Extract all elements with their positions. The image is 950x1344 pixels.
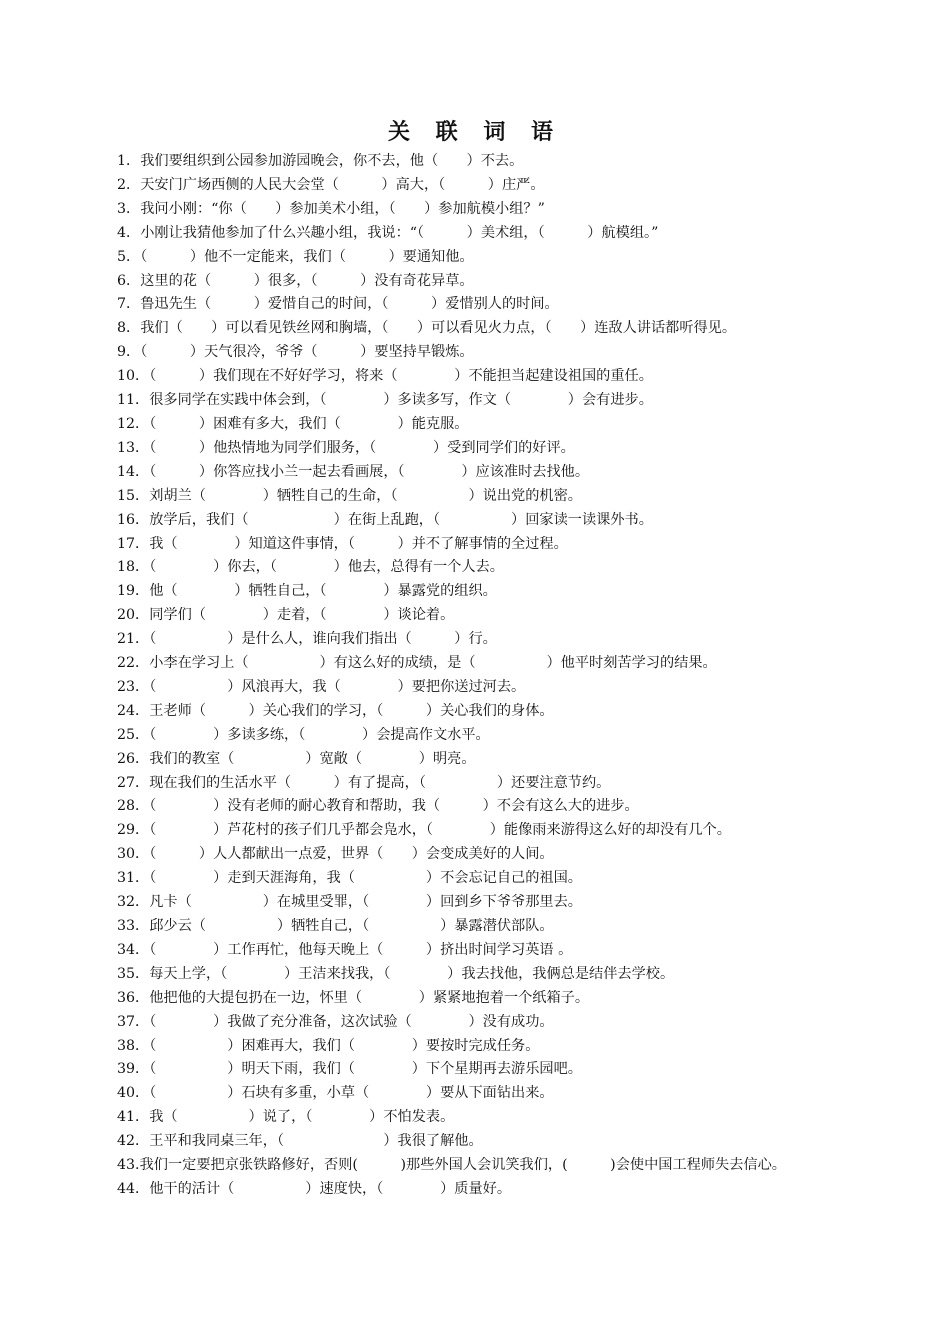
question-item: 37．（ ）我做了充分准备，这次试验（ ）没有成功。 [117,1013,554,1030]
question-item: 10．（ ）我们现在不好好学习，将来（ ）不能担当起建设祖国的重任。 [117,368,653,385]
question-item: 4．小刚让我猜他参加了什么兴趣小组，我说：“（ ）美术组，（ ）航模组。” [117,224,659,241]
question-item: 3．我问小刚：“你（ ）参加美术小组，（ ）参加航模小组？” [117,200,545,217]
question-item: 40．（ ）石块有多重，小草（ ）要从下面钻出来。 [117,1085,554,1102]
question-list [117,150,837,1202]
question-item: 9．（ ）天气很冷，爷爷（ ）要坚持早锻炼。 [117,344,474,361]
question-item: 6．这里的花（ ）很多，（ ）没有奇花异草。 [117,272,474,289]
question-item: 17．我（ ）知道这件事情，（ ）并不了解事情的全过程。 [117,535,568,552]
question-item: 41．我（ ）说了，（ ）不怕发表。 [117,1109,455,1126]
question-item: 33．邱少云（ ）牺牲自己，（ ）暴露潜伏部队。 [117,918,554,934]
question-item: 22．小李在学习上（ ）有这么好的成绩，是（ ）他平时刻苦学习的结果。 [117,655,717,672]
question-item: 43.我们一定要把京张铁路修好，否则( )那些外国人会讥笑我们，( )会使中国工程师失去信心。 [117,1157,786,1174]
question-item: 24．王老师（ ）关心我们的学习，（ ）关心我们的身体。 [117,702,554,719]
question-item: 16．放学后，我们（ ）在街上乱跑，（ ）回家读一读课外书。 [117,511,653,528]
question-item: 44．他干的活计（ ）速度快，（ ）质量好。 [117,1180,512,1197]
question-item: 29．（ ）芦花村的孩子们几乎都会凫水，（ ）能像雨来游得这么好的却没有几个。 [117,822,731,839]
question-item: 8．我们（ ）可以看见铁丝网和胸墙，（ ）可以看见火力点，（ ）连敌人讲话都听得见。 [117,320,737,337]
question-item: 18．（ ）你去，（ ）他去，总得有一个人去。 [117,559,504,576]
page-title: 关 联 词 语 [388,120,562,145]
question-item: 38．（ ）困难再大，我们（ ）要按时完成任务。 [117,1037,540,1054]
question-item: 34．（ ）工作再忙，他每天晚上（ ）挤出时间学习英语 。 [117,941,573,958]
question-item: 11．很多同学在实践中体会到，（ ）多读多写，作文（ ）会有进步。 [117,392,653,409]
question-item: 12．（ ）困难有多大，我们（ ）能克服。 [117,415,469,432]
question-item: 35．每天上学，（ ）王洁来找我，（ ）我去找他，我俩总是结伴去学校。 [117,965,675,982]
question-item: 20．同学们（ ）走着，（ ）谈论着。 [117,607,455,624]
question-item: 28．（ ）没有老师的耐心教育和帮助，我（ ）不会有这么大的进步。 [117,798,639,815]
question-item: 32．凡卡（ ）在城里受罪，（ ）回到乡下爷爷那里去。 [117,894,582,911]
question-item: 1．我们要组织到公园参加游园晚会，你不去，他（ ）不去。 [117,153,524,169]
question-item: 31．（ ）走到天涯海角，我（ ）不会忘记自己的祖国。 [117,870,582,887]
question-item: 13．（ ）他热情地为同学们服务，（ ）受到同学们的好评。 [117,439,575,456]
question-item: 27．现在我们的生活水平（ ）有了提高，（ ）还要注意节约。 [117,774,611,791]
question-item: 36．他把他的大提包扔在一边，怀里（ ）紧紧地抱着一个纸箱子。 [117,989,590,1006]
question-item: 19．他（ ）牺牲自己，（ ）暴露党的组织。 [117,583,497,600]
question-item: 26．我们的教室（ ）宽敞（ ）明亮。 [117,750,476,767]
question-item: 39．（ ）明天下雨，我们（ ）下个星期再去游乐园吧。 [117,1061,582,1078]
question-item: 5．（ ）他不一定能来，我们（ ）要通知他。 [117,248,474,265]
question-item: 2．天安门广场西侧的人民大会堂（ ）高大，（ ）庄严。 [117,176,545,193]
question-item: 30．（ ）人人都献出一点爱，世界（ ）会变成美好的人间。 [117,846,554,863]
question-item: 15．刘胡兰（ ）牺牲自己的生命，（ ）说出党的机密。 [117,487,582,504]
question-item: 25．（ ）多读多练，（ ）会提高作文水平。 [117,726,490,743]
question-item: 7．鲁迅先生（ ）爱惜自己的时间，（ ）爱惜别人的时间。 [117,296,559,313]
question-item: 14．（ ）你答应找小兰一起去看画展，（ ）应该准时去找他。 [117,463,590,480]
question-item: 21．（ ）是什么人，谁向我们指出（ ）行。 [117,631,497,648]
question-item: 23．（ ）风浪再大，我（ ）要把你送过河去。 [117,678,526,695]
question-item: 42．王平和我同桌三年，（ ）我很了解他。 [117,1133,483,1150]
